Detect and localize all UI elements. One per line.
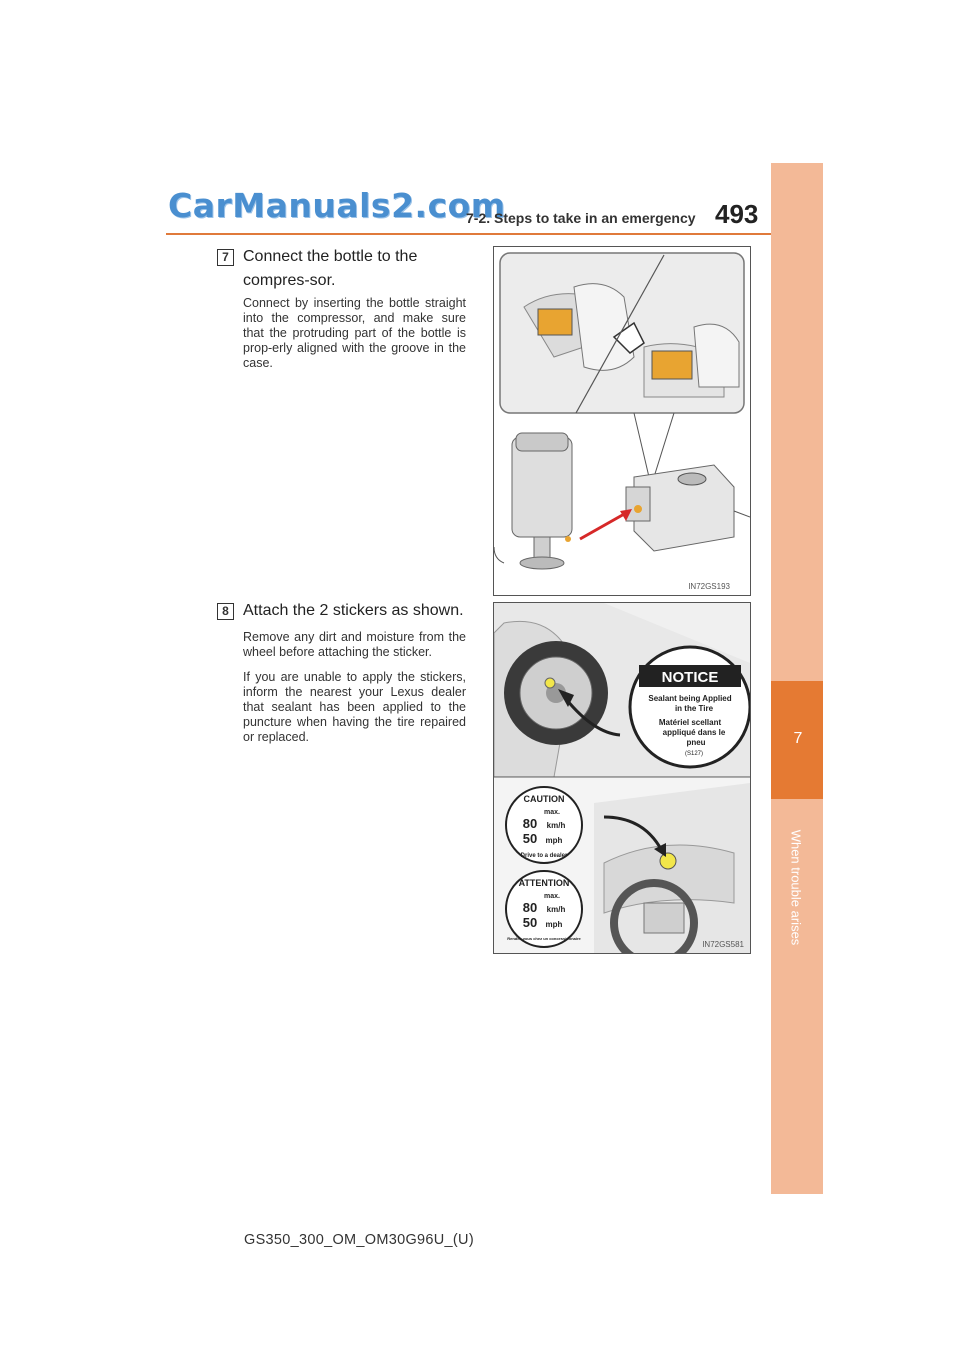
attention-kmh-value: 80 [522, 900, 538, 915]
attention-kmh-unit: km/h [546, 905, 566, 914]
notice-line-5: pneu [686, 738, 706, 747]
notice-code: (S127) [684, 751, 704, 757]
caution-kmh-unit: km/h [546, 821, 566, 830]
step-7-heading: Connect the bottle to the compres-sor. [243, 248, 418, 289]
step-8-heading: Attach the 2 stickers as shown. [243, 602, 464, 619]
attention-max: max. [544, 893, 560, 900]
step-8-body-1: Remove any dirt and moisture from the wheel before attaching the sticker. [243, 630, 466, 659]
figure-8-code: IN72GS581 [702, 940, 744, 949]
chapter-title: When trouble arises [788, 829, 804, 946]
figure-stickers [493, 602, 751, 954]
caution-kmh-value: 80 [522, 816, 538, 831]
bottle-compressor-illustration [494, 247, 750, 595]
header-rule [166, 233, 822, 235]
figure-bottle-compressor [493, 246, 751, 596]
notice-sticker-title: NOTICE [661, 669, 719, 686]
caution-max: max. [544, 809, 560, 816]
step-7-body: Connect by inserting the bottle straight into the compressor, and make sure that the protruding part of the bottle is prop-erly aligned with the groove in the case. [243, 296, 466, 370]
page-number: 493 [715, 199, 759, 229]
watermark-logo[interactable]: CarManuals2.com [168, 186, 506, 225]
notice-line-2: in the Tire [674, 704, 714, 713]
attention-mph-unit: mph [545, 920, 563, 929]
notice-line-1: Sealant being Applied [648, 694, 732, 703]
step-8-body-2: If you are unable to apply the stickers, inform the nearest your Lexus dealer that sealant has been applied to the puncture when having the tire repaired or replaced. [243, 670, 466, 744]
chapter-number: 7 [793, 730, 803, 747]
step-badge-8: 8 [217, 603, 234, 620]
notice-line-3: Matériel scellant [658, 718, 722, 727]
notice-line-4: appliqué dans le [662, 728, 726, 737]
caution-footer: Drive to a dealer [520, 853, 568, 859]
caution-mph-value: 50 [522, 831, 538, 846]
figure-7-code: IN72GS193 [688, 582, 730, 591]
chapter-side-tab [771, 163, 823, 1194]
document-code: GS350_300_OM_OM30G96U_(U) [244, 1232, 474, 1248]
step-badge-7: 7 [217, 249, 234, 266]
caution-title: CAUTION [523, 794, 565, 804]
attention-title: ATTENTION [518, 878, 570, 888]
stickers-illustration [494, 603, 750, 953]
attention-footer: Rendez-vous chez un concessionnaire [507, 936, 581, 941]
caution-mph-unit: mph [545, 836, 563, 845]
attention-mph-value: 50 [522, 915, 538, 930]
section-title: 7-2. Steps to take in an emergency [466, 210, 696, 226]
